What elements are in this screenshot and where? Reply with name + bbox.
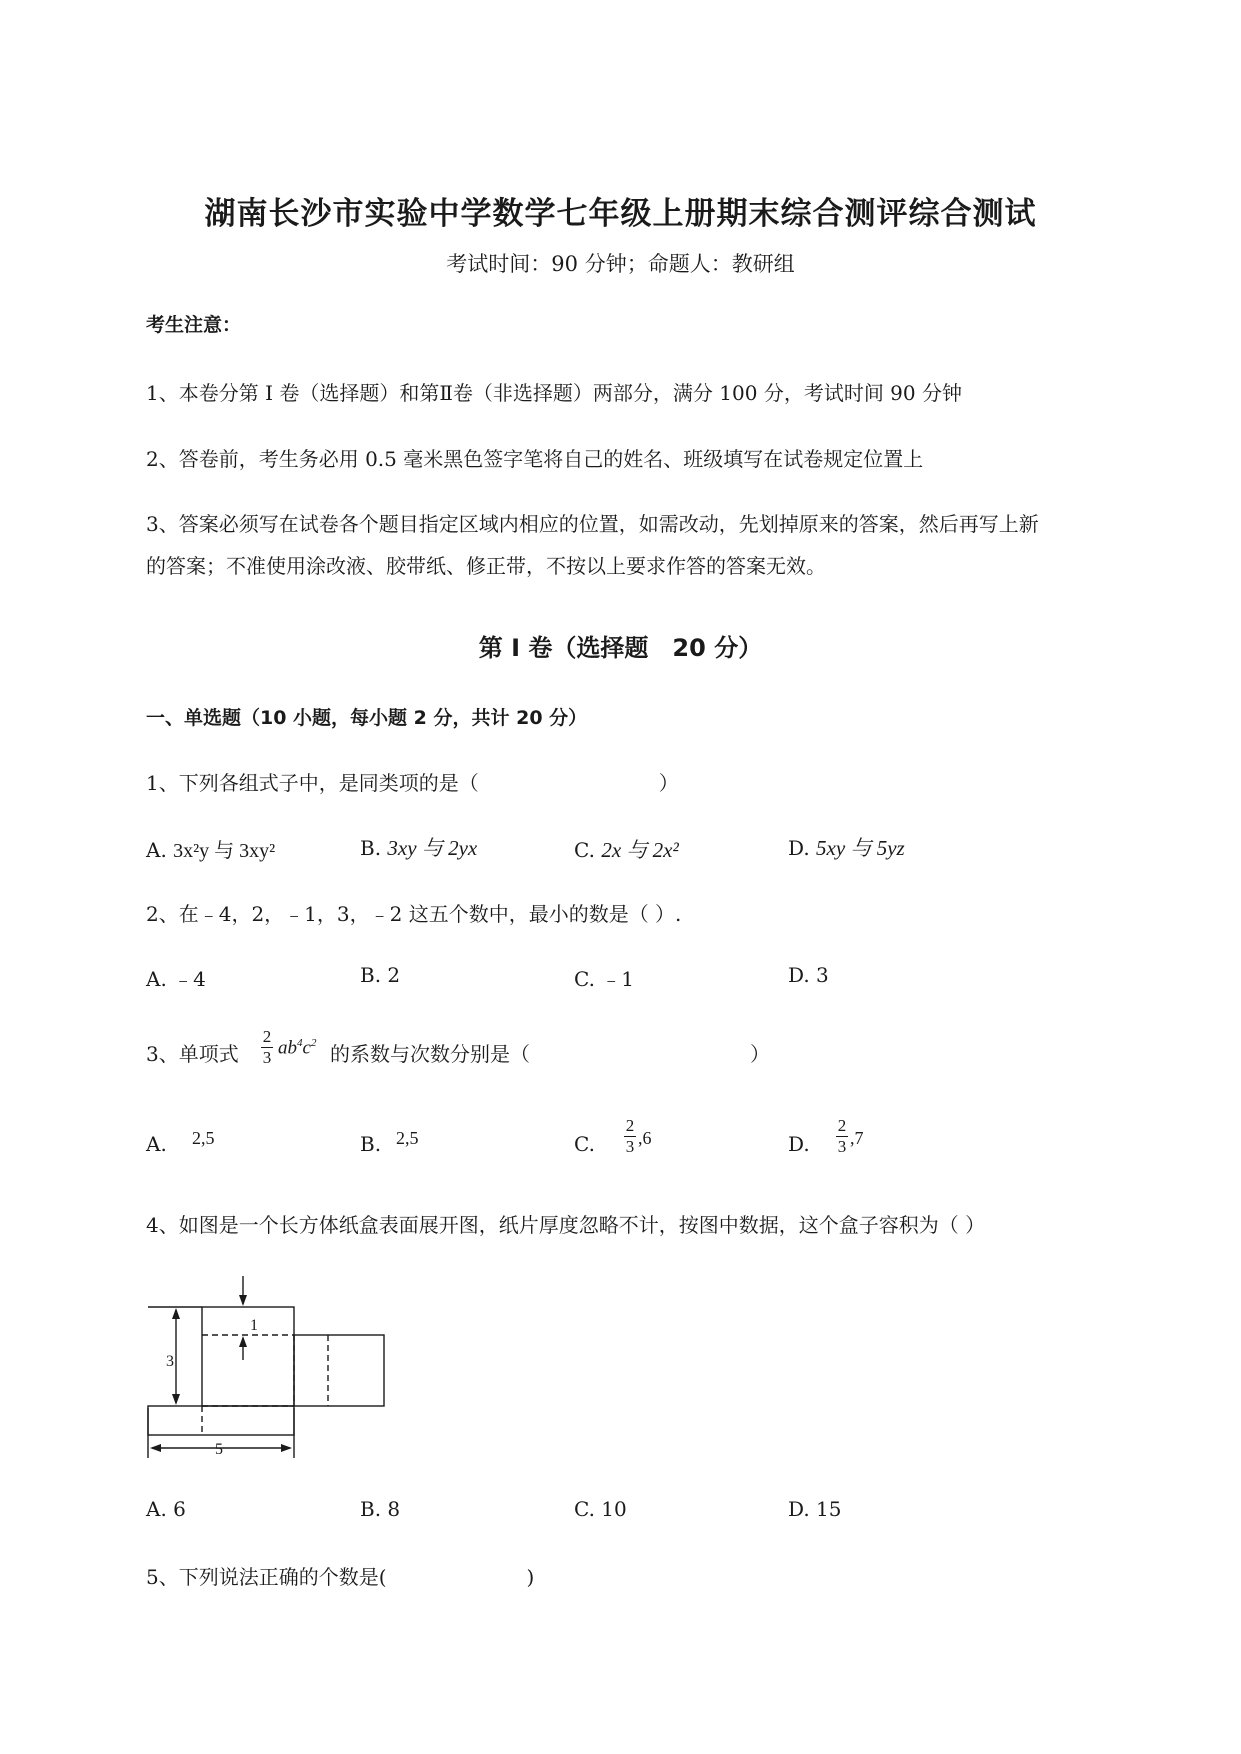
notice-item-2: 2、答卷前，考生务必用 0.5 毫米黑色签字笔将自己的姓名、班级填写在试卷规定位置上 xyxy=(146,447,924,471)
q1-option-b-math: 3xy 与 2yx xyxy=(387,836,478,860)
q3-option-a-math: 2,5 xyxy=(192,1128,215,1148)
part-title: 一、单选题（10 小题，每小题 2 分，共计 20 分） xyxy=(146,707,588,729)
net-face-right xyxy=(294,1335,384,1406)
net-face-bottom-strip xyxy=(148,1406,294,1435)
question-1-stem: 1、下列各组式子中，是同类项的是（ ） xyxy=(146,771,679,795)
q1-option-d-math: 5xy 与 5yz xyxy=(816,836,905,860)
q3-option-d-fraction: 2 3 xyxy=(837,1116,847,1156)
question-3-stem-suffix: 的系数与次数分别是（ ） xyxy=(330,1042,770,1066)
box-net-figure xyxy=(140,1268,430,1458)
q1-option-c-math: 2x 与 2x² xyxy=(601,838,679,862)
q2-option-c: C. ﹣1 xyxy=(574,967,635,991)
q1-option-a-math: 3x²y 与 3xy² xyxy=(173,840,276,862)
q3-option-a: A. xyxy=(146,1132,167,1156)
q3-option-c: C. xyxy=(574,1132,595,1156)
net-face-top xyxy=(202,1307,294,1406)
q3-option-d: D. xyxy=(788,1132,810,1156)
question-3-stem-prefix: 3、单项式 xyxy=(146,1042,239,1066)
q3-monomial-fraction: 2 3 xyxy=(262,1027,272,1067)
figure-label-5: 5 xyxy=(215,1441,223,1458)
q1-option-b: B. 3xy 与 2yx xyxy=(360,836,478,860)
notice-item-3-cont: 的答案；不准使用涂改液、胶带纸、修正带，不按以上要求作答的答案无效。 xyxy=(146,554,826,578)
page-title: 湖南长沙市实验中学数学七年级上册期末综合测评综合测试 xyxy=(204,196,1037,232)
q4-option-a: A. 6 xyxy=(146,1497,186,1521)
question-5-stem: 5、下列说法正确的个数是( ) xyxy=(146,1565,535,1589)
q4-option-c: C. 10 xyxy=(574,1497,627,1521)
question-4-stem: 4、如图是一个长方体纸盒表面展开图，纸片厚度忽略不计，按图中数据，这个盒子容积为（ ） xyxy=(146,1213,986,1237)
q2-option-b: B. 2 xyxy=(360,963,401,987)
notice-item-3: 3、答案必须写在试卷各个题目指定区域内相应的位置，如需改动，先划掉原来的答案，然后再写上新 xyxy=(146,512,1039,536)
section-title: 第 I 卷（选择题 20 分） xyxy=(478,634,763,662)
exam-info: 考试时间：90 分钟；命题人：教研组 xyxy=(446,252,795,276)
q2-option-d: D. 3 xyxy=(788,963,829,987)
q3-option-c-fraction: 2 3 xyxy=(625,1116,635,1156)
q1-option-c: C. 2x 与 2x² xyxy=(574,838,679,862)
q1-option-a: A. 3x²y 与 3xy² xyxy=(146,838,276,862)
notice-heading: 考生注意： xyxy=(146,314,242,336)
q3-option-b-math: 2,5 xyxy=(396,1128,419,1148)
q3-option-c-math: ,6 xyxy=(638,1128,652,1148)
question-2-stem: 2、在﹣4，2，﹣1，3，﹣2 这五个数中，最小的数是（ ）. xyxy=(146,902,682,926)
notice-item-1: 1、本卷分第 I 卷（选择题）和第Ⅱ卷（非选择题）两部分，满分 100 分，考试时间 90 分钟 xyxy=(146,381,962,405)
q2-option-a: A. ﹣4 xyxy=(146,967,206,991)
figure-label-1: 1 xyxy=(250,1317,258,1334)
q3-monomial-variables: $ab^4c^2$ xyxy=(278,1037,317,1059)
figure-label-3: 3 xyxy=(166,1353,174,1370)
q3-option-d-math: ,7 xyxy=(850,1128,864,1148)
q4-option-d: D. 15 xyxy=(788,1497,842,1521)
q1-option-d: D. 5xy 与 5yz xyxy=(788,836,905,860)
q3-option-b: B. xyxy=(360,1132,382,1156)
q4-option-b: B. 8 xyxy=(360,1497,401,1521)
